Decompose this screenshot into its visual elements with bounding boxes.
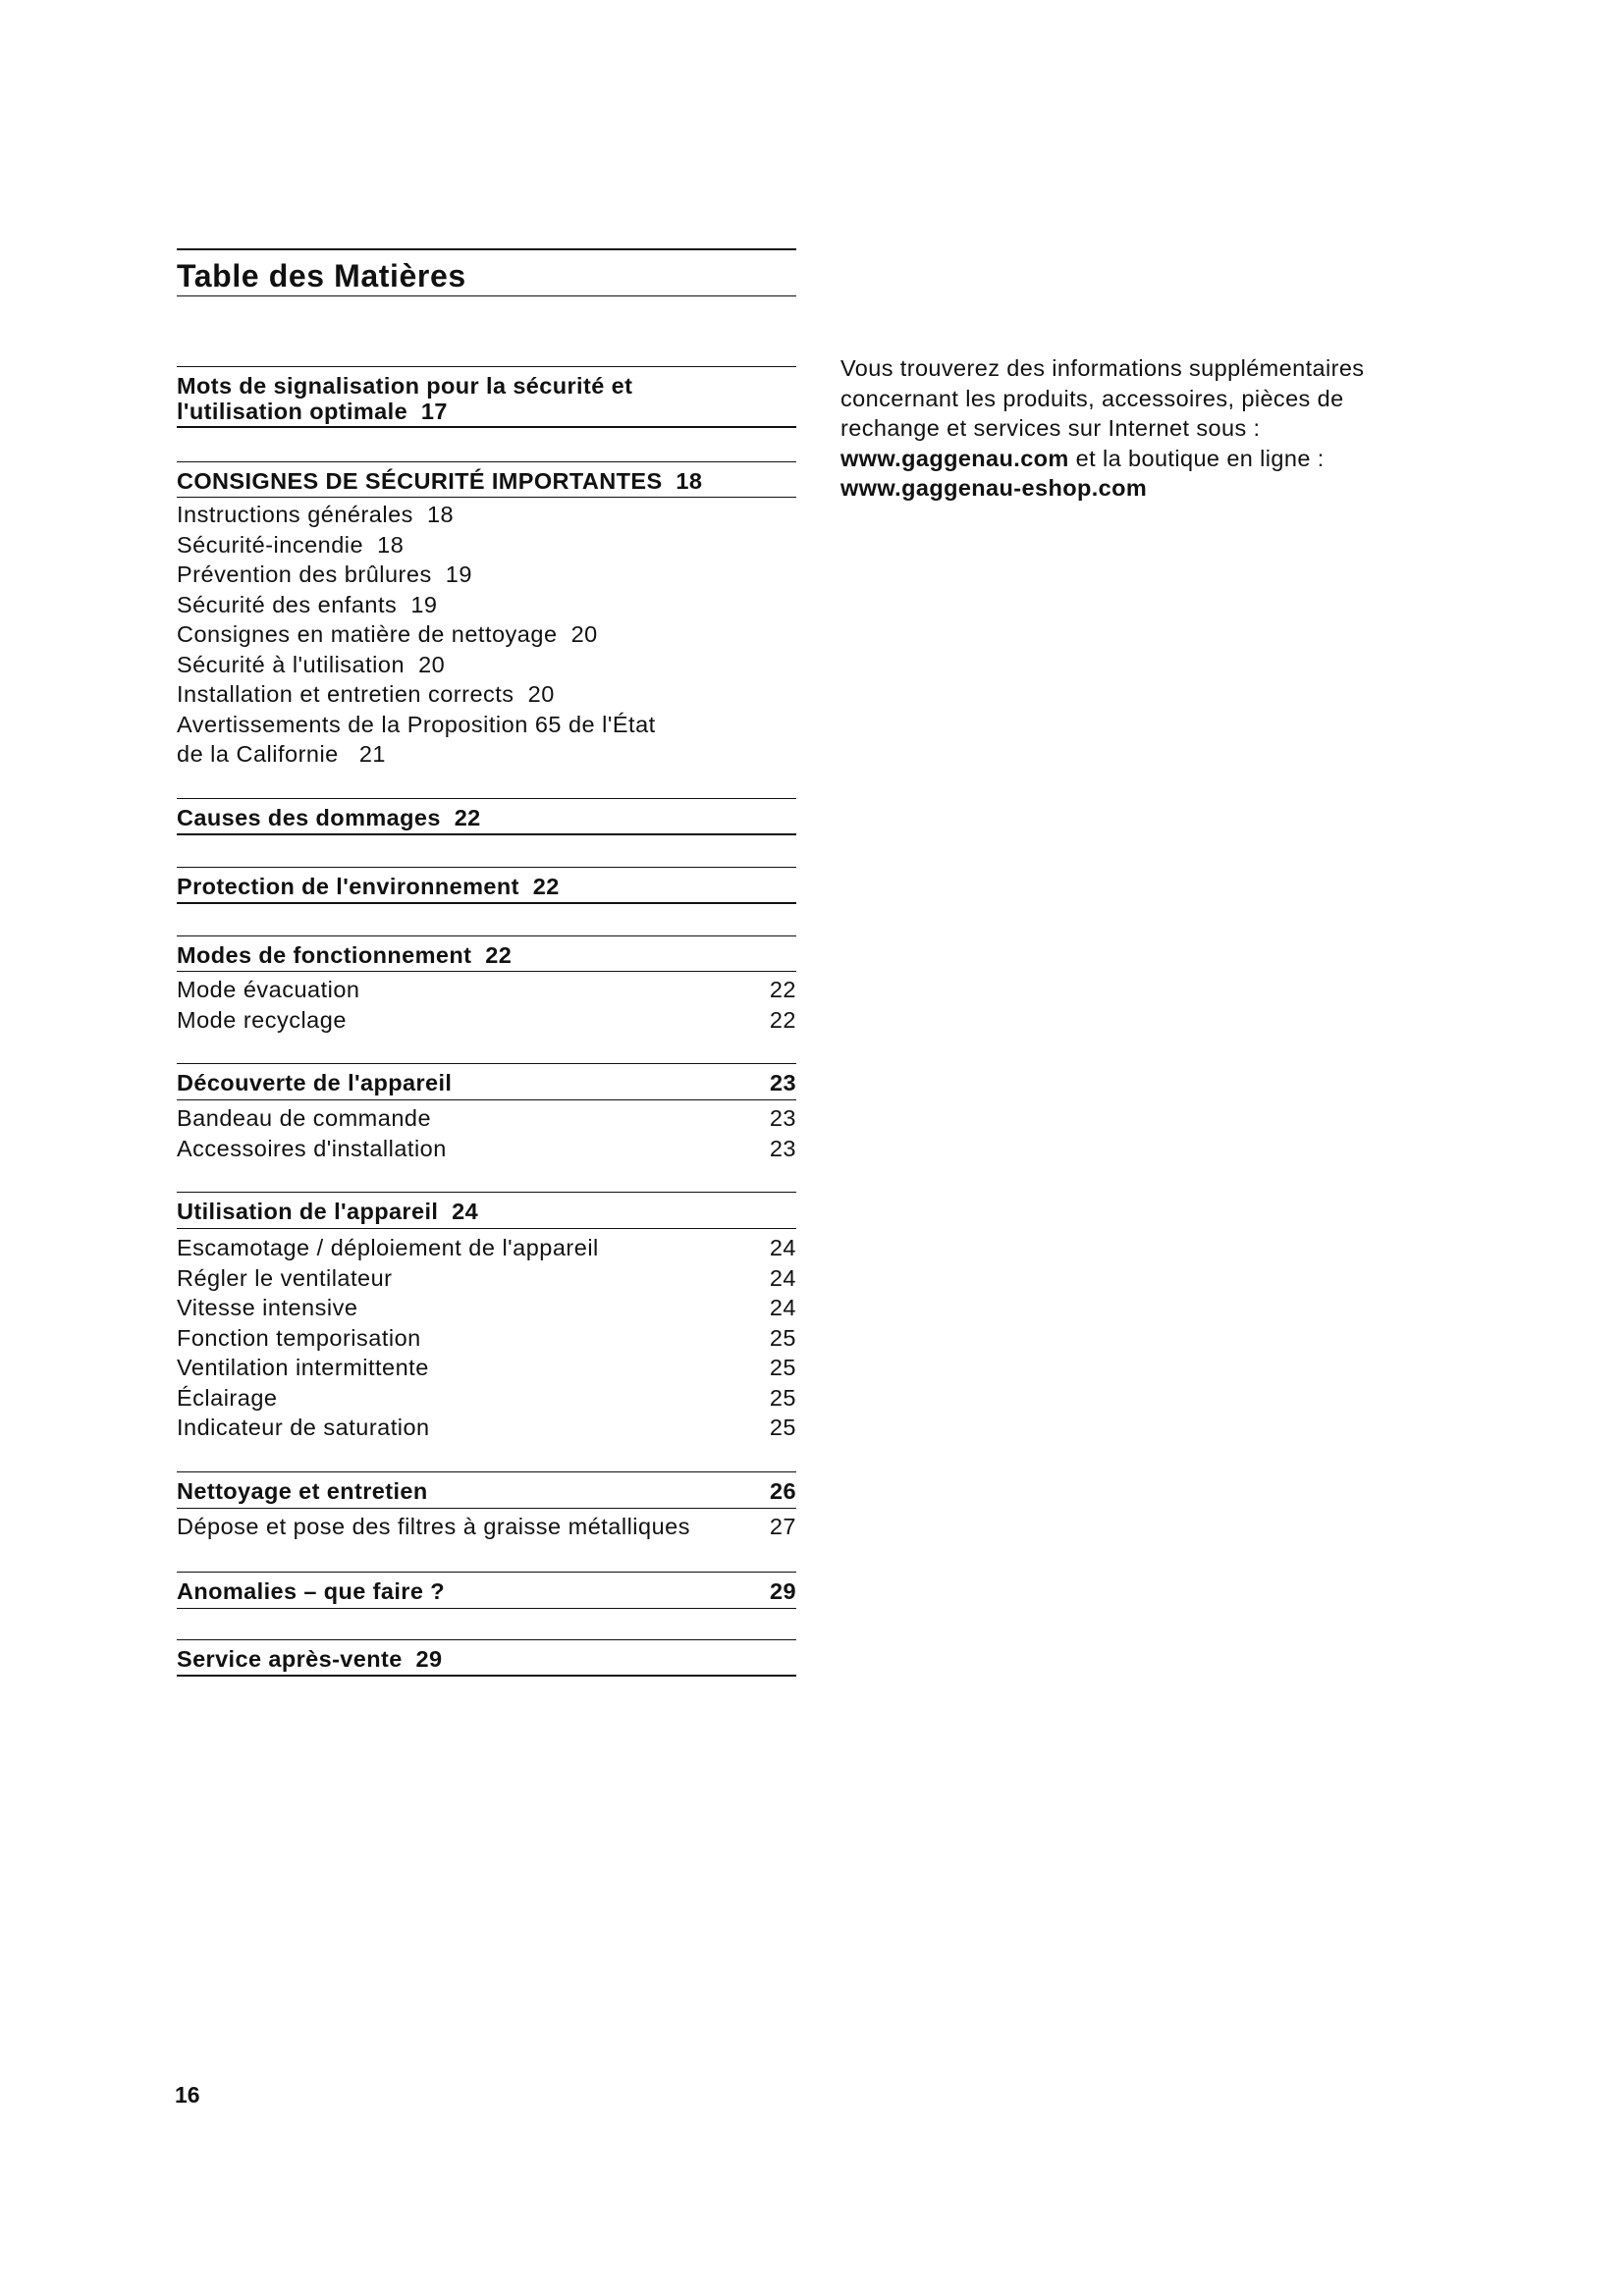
- gaggenau-link[interactable]: www.gaggenau.com: [840, 445, 1069, 471]
- toc-heading-utilisation[interactable]: Utilisation de l'appareil 24: [177, 1192, 796, 1229]
- toc-heading-anomalies[interactable]: Anomalies – que faire ? 29: [177, 1572, 796, 1609]
- toc-heading-protection[interactable]: Protection de l'environnement 22: [177, 867, 796, 904]
- toc-heading-label: CONSIGNES DE SÉCURITÉ IMPORTANTES 18: [177, 468, 703, 494]
- toc-heading-causes[interactable]: Causes des dommages 22: [177, 798, 796, 835]
- table-of-contents: Mots de signalisation pour la sécurité et l'utilisation optimale 17 CONSIGNES DE SÉCURITÉ IMPORTANTES 18 Instructions générales 18 Sécurité-incendie 18 Prévention des brûlures 19 Sécurité des enfants 19 Consignes en matière de nettoyage 20 Sécurité à l'utilisation 20 Installation et entretien corrects 20 Avertissements de la Proposition 65 de l'État de la Californie 21 Causes des dommages 22 Protection de l'environnement 22 Modes de fonctionnement 22 Mode évacuation 22 Mode recyclage 22 Découverte de l'appareil 23 Bandeau de commande 23 Accessoires d'installation 23 Utilisation de l'appareil 24 Escamotage / déploiement de l'appareil 24 Régler le ventilateur 24 Vitesse intensive 24 Fonction temporisation 25 Ventilation intermittente 25 Éclairage 25 Indicateur de saturation 25 Nettoyage et entretien 26 Dépose et pose des filtres à graisse métalliques 27 Anomalies – que faire ? 29 Service après-vente 29: [177, 0, 796, 1688]
- page-number: 16: [175, 2082, 200, 2108]
- toc-heading-mots[interactable]: [177, 366, 796, 428]
- gaggenau-eshop-link[interactable]: www.gaggenau-eshop.com: [840, 475, 1148, 501]
- toc-heading-consignes[interactable]: [177, 461, 796, 498]
- toc-heading-label-line2: l'utilisation optimale 17: [177, 399, 448, 424]
- info-line: [840, 473, 1430, 504]
- info-line: www.gaggenau.com et la boutique en ligne :: [840, 445, 1325, 471]
- toc-heading-nettoyage[interactable]: Nettoyage et entretien 26: [177, 1471, 796, 1509]
- toc-heading-label: Mots de signalisation pour la sécurité et: [177, 373, 633, 399]
- toc-heading-service[interactable]: Service après-vente 29: [177, 1639, 796, 1677]
- info-line: concernant les produits, accessoires, pièces de: [840, 385, 1344, 411]
- info-line: rechange et services sur Internet sous :: [840, 415, 1261, 441]
- online-info-paragraph: [840, 353, 1430, 504]
- toc-heading-decouverte[interactable]: Découverte de l'appareil 23: [177, 1063, 796, 1100]
- info-line: Vous trouverez des informations supplémentaires: [840, 355, 1365, 381]
- toc-heading-page: 17: [420, 399, 448, 424]
- page-title: Table des Matières: [177, 258, 466, 294]
- toc-heading-modes[interactable]: Modes de fonctionnement 22: [177, 935, 796, 972]
